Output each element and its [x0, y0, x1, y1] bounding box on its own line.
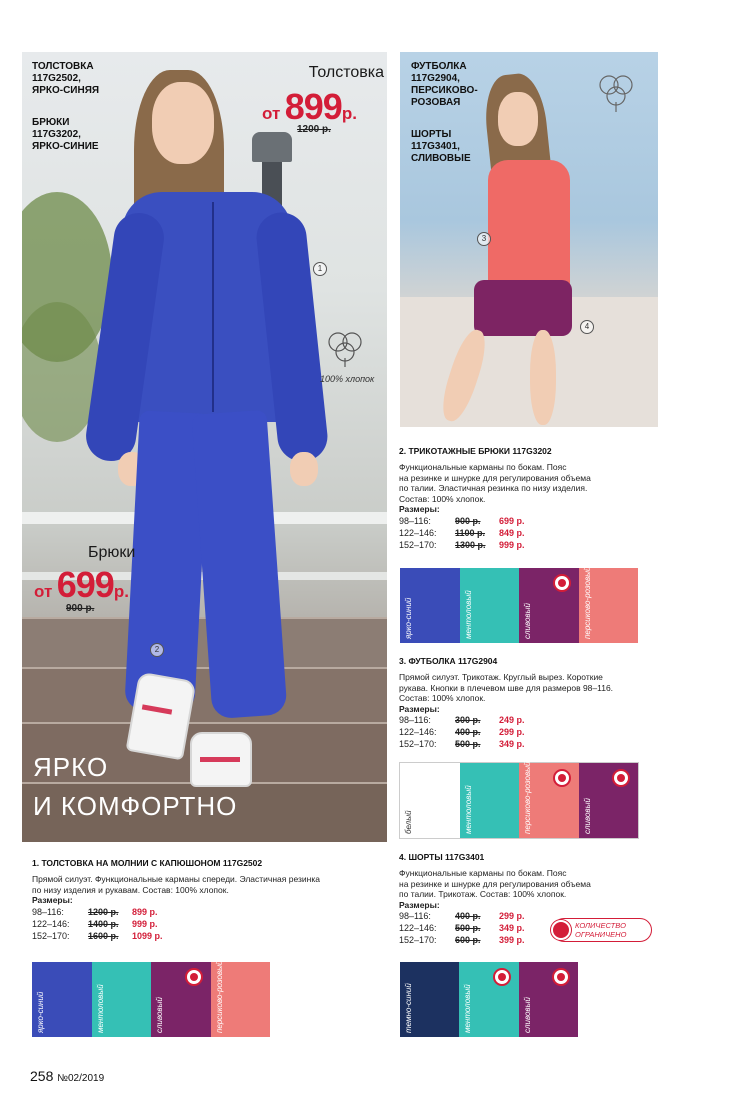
hand: [290, 452, 318, 486]
shorts: [474, 280, 572, 336]
label-line: ЯРКО-СИНЯЯ: [32, 85, 100, 96]
color-swatch: [400, 962, 459, 1037]
price-row: [399, 922, 699, 934]
callout-marker: 3: [477, 232, 491, 246]
label-line: ФУТБОЛКА: [411, 61, 467, 72]
new-price: 999 р.: [132, 918, 158, 929]
product-title: 1. ТОЛСТОВКА НА МОЛНИИ С КАПЮШОНОМ 117G2502: [32, 858, 263, 868]
product-2: [399, 446, 699, 551]
zipper: [212, 202, 214, 412]
price-currency: р.: [113, 582, 129, 601]
size-range: 122–146:: [399, 923, 437, 933]
color-swatch: [519, 962, 578, 1037]
description-line: рукава. Кнопки в плечевом шве для размеров 98–116.: [399, 682, 614, 693]
swatch-color-name: белый: [404, 810, 413, 834]
hero-photo-left: [22, 52, 387, 842]
size-range: 152–170:: [32, 930, 70, 941]
sizes-label: Размеры:: [399, 899, 440, 910]
old-price: 1200 р.: [297, 124, 331, 135]
price-row: [399, 726, 699, 738]
callout-marker: 2: [150, 643, 164, 657]
color-swatch: [92, 962, 152, 1037]
product-title: 3. ФУТБОЛКА 117G2904: [399, 656, 498, 666]
street-lamp-head: [252, 132, 292, 162]
old-price: 500 р.: [455, 923, 481, 933]
color-swatch: [400, 763, 460, 838]
label-line: 117G3401,: [411, 141, 460, 152]
old-price: 400 р.: [455, 727, 481, 737]
label-line: СЛИВОВЫЕ: [411, 153, 471, 164]
price-from: от: [262, 104, 281, 123]
price-table: [399, 515, 699, 551]
color-swatch: [460, 568, 520, 643]
swatch-color-name: ментоловый: [463, 785, 473, 834]
new-price: 249 р.: [499, 715, 525, 725]
description-line: Состав: 100% хлопок.: [399, 693, 486, 703]
swatch-color-name: ментоловый: [463, 984, 473, 1033]
price-table: [32, 906, 382, 942]
price-row: [32, 918, 382, 930]
product-title: 2. ТРИКОТАЖНЫЕ БРЮКИ 117G3202: [399, 446, 552, 456]
headline-line: И КОМФОРТНО: [33, 791, 238, 821]
size-range: 122–146:: [32, 918, 70, 929]
color-swatch: [519, 763, 579, 838]
old-price: 1100 р.: [455, 527, 486, 538]
color-swatches: [400, 962, 578, 1037]
price-table: [399, 910, 699, 946]
size-range: 122–146:: [399, 727, 437, 737]
product-4: [399, 852, 699, 946]
callout-marker: 4: [580, 320, 594, 334]
price-row: [399, 527, 699, 539]
description-line: Прямой силуэт. Функциональные карманы спереди. Эластичная резинка: [32, 874, 320, 884]
swatch-color-name: сливовый: [523, 603, 532, 639]
label-line: 117G3202,: [32, 129, 81, 140]
color-swatch: [459, 962, 518, 1037]
limited-line: ОГРАНИЧЕНО: [575, 930, 627, 939]
limited-dot-icon: [185, 968, 203, 986]
old-price: 1600 р.: [88, 930, 119, 941]
old-price: 400 р.: [455, 911, 481, 921]
size-range: 152–170:: [399, 539, 437, 550]
size-range: 152–170:: [399, 935, 437, 945]
limited-dot-icon: [553, 769, 571, 787]
description-line: по талии. Трикотаж. Состав: 100% хлопок.: [399, 889, 567, 899]
tshirt: [488, 160, 570, 290]
hoodie-label: [32, 61, 99, 97]
limited-line: КОЛИЧЕСТВО: [575, 921, 626, 930]
product-description: [32, 874, 382, 895]
pants-label: [32, 117, 99, 153]
color-swatch: [519, 568, 579, 643]
new-price: 1099 р.: [132, 930, 163, 941]
hoodie-price: [262, 86, 357, 128]
product-3: [399, 656, 699, 750]
face: [152, 82, 214, 164]
label-line: ТОЛСТОВКА: [32, 61, 94, 72]
swatch-color-name: ментоловый: [463, 590, 473, 639]
swatch-color-name: сливовый: [582, 798, 592, 834]
swatch-color-name: персиково-розовый: [214, 960, 224, 1033]
price-row: [399, 539, 699, 551]
sizes-label: Размеры:: [32, 895, 73, 905]
price-row: [399, 515, 699, 527]
product-description: [399, 672, 699, 704]
old-price: 600 р.: [455, 935, 481, 945]
product-description: [399, 868, 699, 900]
price-row: [399, 738, 699, 750]
label-line: 117G2502,: [32, 73, 81, 84]
product-1: [32, 858, 382, 942]
cotton-label: 100% хлопок: [320, 374, 375, 384]
label-line: ЯРКО-СИНИЕ: [32, 141, 99, 152]
old-price: 900 р.: [66, 603, 95, 614]
label-line: ПЕРСИКОВО-: [411, 85, 478, 96]
tshirt-label: [411, 61, 478, 109]
price-row: [32, 930, 382, 942]
swatch-color-name: темно-синий: [404, 983, 413, 1033]
label-line: БРЮКИ: [32, 117, 70, 128]
swatch-color-name: сливовый: [522, 997, 532, 1033]
old-price: 900 р.: [455, 515, 481, 526]
old-price: 500 р.: [455, 739, 481, 749]
limited-dot-icon: [551, 920, 571, 940]
size-range: 122–146:: [399, 527, 437, 538]
color-swatch: [151, 962, 211, 1037]
color-swatch: [32, 962, 92, 1037]
price-row: [32, 906, 382, 918]
old-price: 1300 р.: [455, 539, 486, 550]
size-range: 98–116:: [399, 911, 431, 921]
sizes-label: Размеры:: [399, 703, 440, 714]
stair: [22, 667, 387, 722]
description-line: Состав: 100% хлопок.: [399, 493, 486, 504]
sizes-label: Размеры:: [399, 504, 440, 514]
swatch-color-name: ярко-синий: [36, 991, 45, 1033]
hoodie-price-block: [264, 64, 384, 82]
shorts-label: [411, 129, 471, 165]
limited-dot-icon: [553, 574, 571, 592]
price-row: [399, 910, 699, 922]
new-price: 999 р.: [499, 539, 525, 550]
swatch-color-name: ярко-синий: [404, 597, 413, 639]
page-footer: [30, 1068, 104, 1084]
color-swatch: [460, 763, 520, 838]
new-price: 399 р.: [499, 935, 525, 945]
leg: [530, 330, 556, 425]
limited-dot-icon: [612, 769, 630, 787]
size-range: 98–116:: [32, 906, 64, 917]
face: [498, 92, 538, 146]
size-range: 98–116:: [399, 715, 431, 725]
color-swatches: [400, 568, 638, 643]
description-line: на резинке и шнурке для регулирования объема: [399, 472, 591, 483]
limited-text: [575, 921, 626, 939]
price-currency: р.: [341, 104, 357, 123]
price-product-name: Толстовка: [308, 64, 384, 81]
sneaker-strap: [200, 757, 240, 762]
callout-marker: 1: [313, 262, 327, 276]
new-price: 849 р.: [499, 527, 525, 538]
color-swatches: [400, 763, 638, 838]
product-title: 4. ШОРТЫ 117G3401: [399, 852, 485, 862]
price-product-name: Брюки: [88, 544, 136, 561]
label-line: ШОРТЫ: [411, 129, 452, 140]
swatch-color-name: сливовый: [155, 997, 164, 1033]
color-swatch: [211, 962, 271, 1037]
old-price: 1400 р.: [88, 918, 119, 929]
description-line: по низу изделия и рукавам. Состав: 100% хлопок.: [32, 884, 229, 895]
size-range: 152–170:: [399, 739, 437, 749]
description-line: Функциональные карманы по бокам. Пояс: [399, 868, 567, 878]
new-price: 899 р.: [132, 906, 158, 917]
description-line: по талии. Эластичная резинка по низу изделия.: [399, 483, 588, 493]
limited-dot-icon: [552, 968, 570, 986]
price-value: 899: [284, 86, 342, 127]
product-description: [399, 462, 699, 504]
limited-quantity-badge: [552, 918, 652, 942]
color-swatch: [579, 763, 639, 838]
cotton-icon: [594, 70, 638, 114]
new-price: 349 р.: [499, 739, 525, 749]
size-range: 98–116:: [399, 515, 431, 526]
page-number: 258: [30, 1068, 54, 1084]
headline-line: ЯРКО: [33, 752, 109, 782]
new-price: 699 р.: [499, 515, 525, 526]
cotton-icon: [324, 328, 366, 368]
price-row: [399, 714, 699, 726]
new-price: 299 р.: [499, 911, 525, 921]
price-table: [399, 714, 699, 750]
pants-price: [34, 564, 129, 606]
limited-dot-icon: [493, 968, 511, 986]
price-value: 699: [56, 564, 114, 605]
old-price: 300 р.: [455, 715, 481, 725]
label-line: РОЗОВАЯ: [411, 97, 461, 108]
color-swatches: [32, 962, 270, 1037]
label-line: 117G2904,: [411, 73, 460, 84]
price-row: [399, 934, 699, 946]
price-from: от: [34, 582, 53, 601]
old-price: 1200 р.: [88, 906, 119, 917]
swatch-color-name: ментоловый: [95, 984, 105, 1033]
color-swatch: [400, 568, 460, 643]
stair: [22, 617, 387, 667]
new-price: 299 р.: [499, 727, 525, 737]
swatch-color-name: персиково-розовый: [523, 761, 532, 834]
color-swatch: [579, 568, 639, 643]
new-price: 349 р.: [499, 923, 525, 933]
description-line: на резинке и шнурке для регулирования объема: [399, 878, 591, 889]
description-line: Прямой силуэт. Трикотаж. Круглый вырез. Короткие: [399, 672, 603, 682]
swatch-color-name: персиково-розовый: [582, 566, 592, 639]
issue-number: №02/2019: [57, 1073, 105, 1084]
description-line: Функциональные карманы по бокам. Пояс: [399, 462, 567, 472]
